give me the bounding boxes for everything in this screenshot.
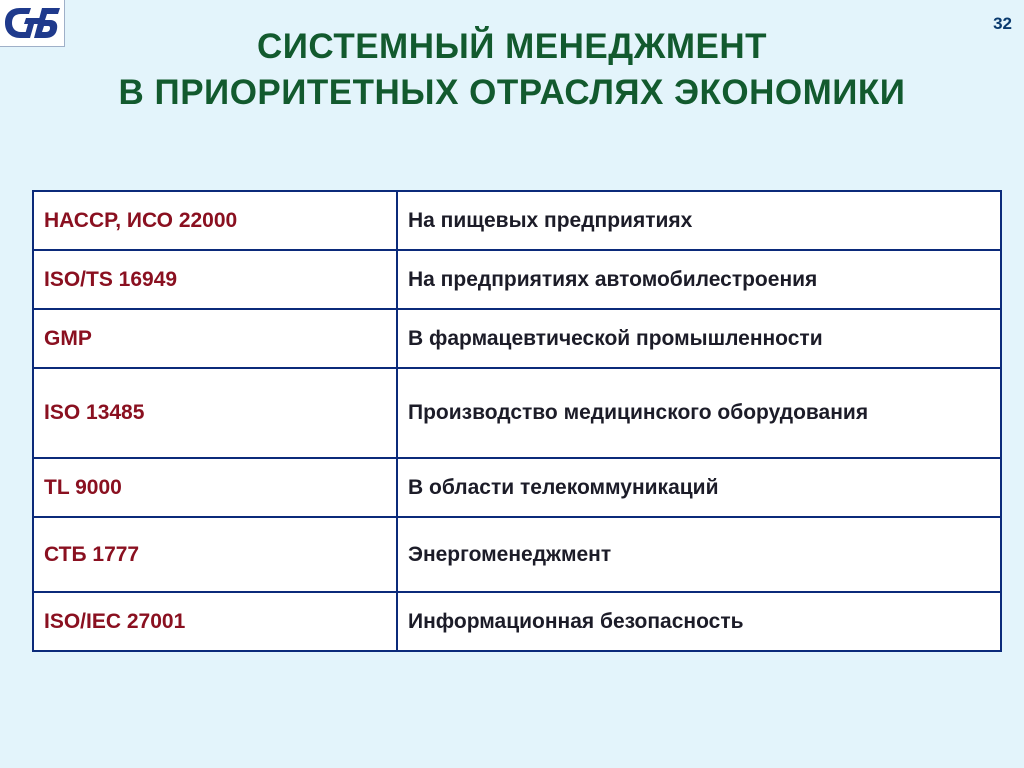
application-area: Информационная безопасность bbox=[397, 592, 1001, 651]
table-row bbox=[33, 458, 1001, 517]
standard-code: СТБ 1777 bbox=[33, 517, 397, 592]
application-area: В фармацевтической промышленности bbox=[397, 309, 1001, 368]
standard-code: ISO 13485 bbox=[33, 368, 397, 458]
slide-title bbox=[0, 24, 1024, 116]
standards-table bbox=[32, 190, 1002, 652]
table-row bbox=[33, 517, 1001, 592]
application-area: Энергоменеджмент bbox=[397, 517, 1001, 592]
standard-code: TL 9000 bbox=[33, 458, 397, 517]
application-area: На пищевых предприятиях bbox=[397, 191, 1001, 250]
slide-number: 32 bbox=[993, 14, 1012, 33]
standard-code: ISO/TS 16949 bbox=[33, 250, 397, 309]
table-row bbox=[33, 309, 1001, 368]
title-line-1: СИСТЕМНЫЙ МЕНЕДЖМЕНТ bbox=[257, 27, 767, 66]
standard-code: GMP bbox=[33, 309, 397, 368]
table-row bbox=[33, 368, 1001, 458]
table-row bbox=[33, 191, 1001, 250]
title-line-2: В ПРИОРИТЕТНЫХ ОТРАСЛЯХ ЭКОНОМИКИ bbox=[118, 73, 906, 112]
table-row bbox=[33, 250, 1001, 309]
standard-code: ISO/IEC 27001 bbox=[33, 592, 397, 651]
standard-code: НАССР, ИСО 22000 bbox=[33, 191, 397, 250]
table-row bbox=[33, 592, 1001, 651]
application-area: В области телекоммуникаций bbox=[397, 458, 1001, 517]
application-area: На предприятиях автомобилестроения bbox=[397, 250, 1001, 309]
application-area: Производство медицинского оборудования bbox=[397, 368, 1001, 458]
